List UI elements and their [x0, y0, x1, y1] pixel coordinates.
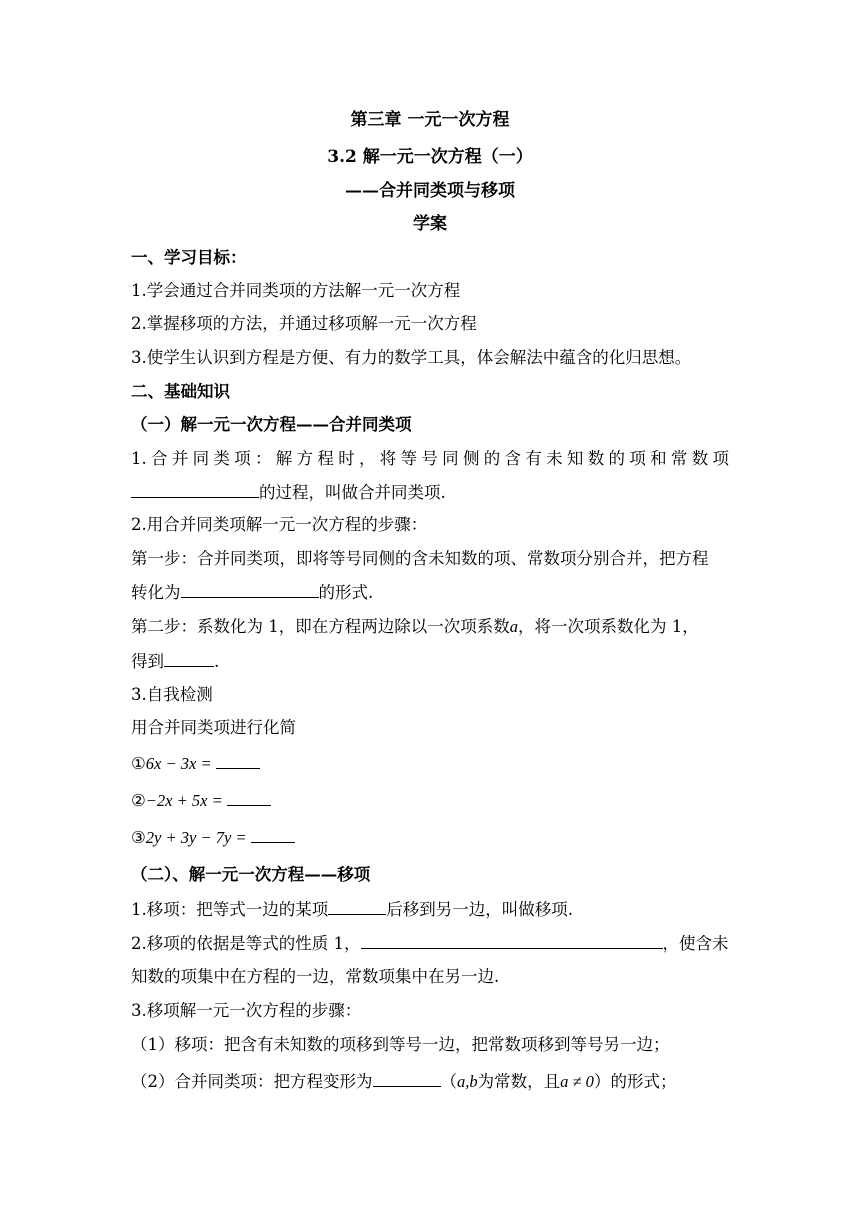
- q1-text-line2: [131, 481, 446, 504]
- step2-head-text: 第二步：系数化为 1，即在方程两边除以一次项系数: [131, 617, 510, 636]
- moving-step2-tail: ）的形式；: [593, 1072, 677, 1091]
- moving-q3: 3.移项解一元一次方程的步骤：: [131, 1001, 362, 1020]
- chapter-title: 第三章 一元一次方程: [350, 110, 510, 130]
- step1-line2: [131, 581, 373, 604]
- moving-step2-mid: 为常数，且: [477, 1072, 561, 1091]
- section-title: 3.2 解一元一次方程（一）: [327, 147, 533, 167]
- objectives-heading: 一、学习目标：: [131, 248, 247, 267]
- step1-line1: 第一步：合并同类项，即将等号同侧的含未知数的项、常数项分别合并，把方程: [131, 549, 709, 568]
- q1-text-line1: 1.合并同类项：解方程时，将等号同侧的含有未知数的项和常数项: [131, 449, 729, 468]
- moving-q1-tail: 后移到另一边，叫做移项.: [386, 900, 573, 919]
- objective-item-3: 3.使学生认识到方程是方便、有力的数学工具，体会解法中蕴含的化归思想。: [131, 348, 692, 367]
- exercise-2: [131, 789, 271, 812]
- exercise-3-blank[interactable]: [251, 826, 295, 843]
- step2-line2-head: 得到: [131, 652, 164, 671]
- basics-heading: 二、基础知识: [131, 382, 230, 401]
- exercise-marker: ③: [131, 828, 146, 847]
- exercise-expression: 6x − 3x =: [145, 754, 212, 773]
- step1-answer-blank[interactable]: [181, 581, 319, 598]
- constants-vars: a,b: [457, 1072, 478, 1091]
- exercise-expression: −2x + 5x =: [145, 791, 223, 810]
- doc-type-label: 学案: [413, 214, 447, 234]
- moving-step1: （1）移项：把含有未知数的项移到等号一边，把常数项移到等号另一边；: [131, 1035, 670, 1054]
- moving-step2-blank[interactable]: [373, 1070, 441, 1087]
- objective-item-2: 2.掌握移项的方法，并通过移项解一元一次方程: [131, 314, 477, 333]
- exercise-3: [131, 826, 295, 849]
- step1-tail-text: 的形式.: [318, 583, 374, 602]
- exercise-2-blank[interactable]: [227, 789, 271, 806]
- exercise-marker: ②: [131, 791, 146, 810]
- moving-q2-line1: [131, 932, 729, 955]
- step2-line1: [131, 616, 699, 638]
- section-subtitle: ——合并同类项与移项: [345, 181, 515, 201]
- step2-line2: [131, 650, 219, 673]
- moving-q1: [131, 898, 573, 921]
- self-check-instruction: 用合并同类项进行化简: [131, 718, 296, 737]
- exercise-1-blank[interactable]: [216, 752, 260, 769]
- paren-open: （: [440, 1072, 457, 1091]
- q1-answer-blank[interactable]: [131, 481, 259, 498]
- moving-step2: [131, 1070, 676, 1093]
- q1-tail-text: 的过程，叫做合并同类项.: [259, 483, 446, 502]
- self-check-heading: 3.自我检测: [131, 685, 213, 704]
- moving-q2-head: 2.移项的依据是等式的性质 1，: [131, 934, 361, 953]
- exercise-expression: 2y + 3y − 7y =: [145, 828, 247, 847]
- moving-q2-blank[interactable]: [361, 932, 663, 949]
- q2-text: 2.用合并同类项解一元一次方程的步骤：: [131, 515, 428, 534]
- sub2-heading: （二）、解一元一次方程——移项: [131, 865, 371, 884]
- moving-q2-tail: ，使含未: [662, 934, 729, 953]
- exercise-1: [131, 752, 260, 775]
- step2-line2-tail: .: [214, 652, 220, 671]
- moving-q1-head: 1.移项：把等式一边的某项: [131, 900, 329, 919]
- moving-step2-head: （2）合并同类项：把方程变形为: [131, 1072, 373, 1091]
- step2-answer-blank[interactable]: [164, 650, 214, 667]
- step1-head-text: 转化为: [131, 583, 181, 602]
- nonzero-condition: a ≠ 0: [560, 1072, 594, 1091]
- moving-q1-blank[interactable]: [328, 898, 386, 915]
- moving-q2-line2: 知数的项集中在方程的一边，常数项集中在另一边.: [131, 967, 500, 986]
- objective-item-1: 1.学会通过合并同类项的方法解一元一次方程: [131, 281, 461, 300]
- coefficient-var: a: [509, 617, 518, 636]
- exercise-marker: ①: [131, 754, 146, 773]
- sub1-heading: （一）解一元一次方程——合并同类项: [131, 415, 412, 434]
- step2-tail-text: ，将一次项系数化为 1，: [518, 617, 699, 636]
